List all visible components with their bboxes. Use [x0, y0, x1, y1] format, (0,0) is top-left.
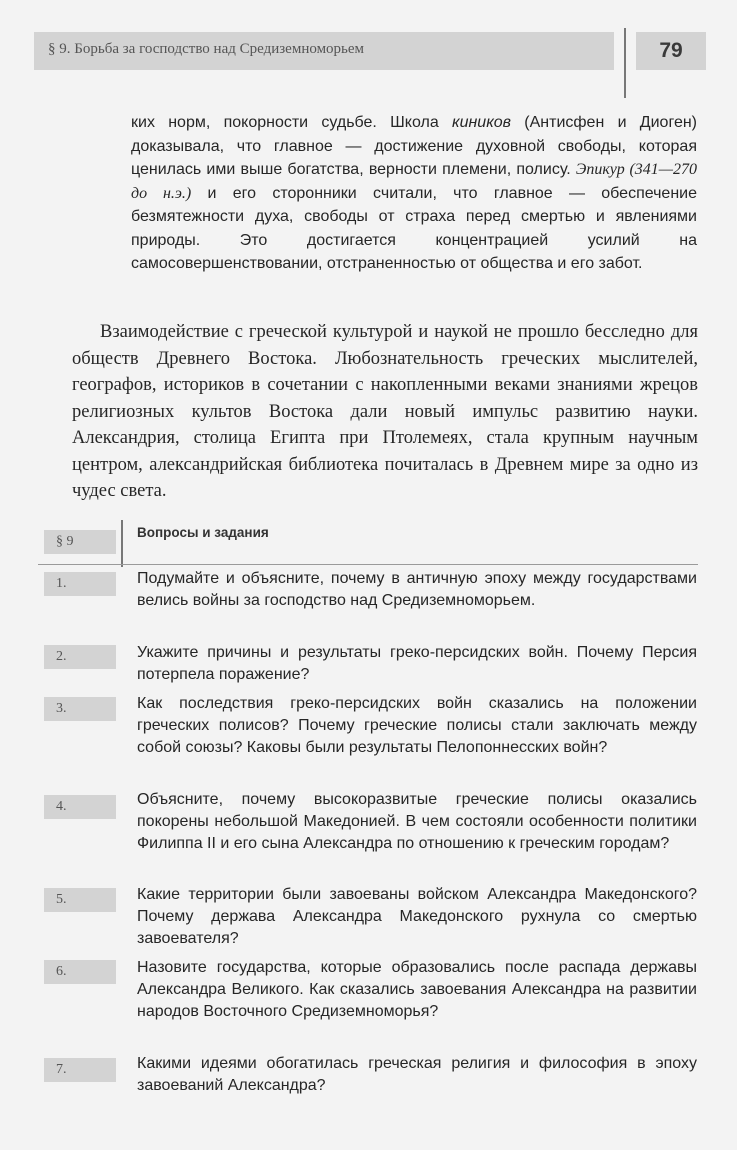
questions-rule: [38, 564, 698, 565]
epicurus-term: Эпикур (341—270 до н.э.): [131, 161, 697, 202]
question-number: 3.: [44, 697, 116, 721]
header-divider: [624, 28, 626, 98]
paragraph-text: и его сторонники считали, что главное — обеспечение безмятежности духа, свободы от страха перед смертью и явлениями природы. Это достигается концентрацией усилий на самосовершенствовании, отстраненностью от общества и его забот.: [131, 184, 697, 272]
question-text: Как последствия греко-персидских войн сказались на положении греческих полисов? Почему греческие полисы стали заключать между собой союзы? Каковы были результаты Пелопоннесских войн?: [137, 695, 697, 756]
question-number: 7.: [44, 1058, 116, 1082]
questions-title: Вопросы и задания: [137, 525, 269, 540]
question-number: 4.: [44, 795, 116, 819]
question-text: Укажите причины и результаты греко-персидских войн. Почему Персия потерпела поражение?: [137, 644, 697, 683]
question-number: 5.: [44, 888, 116, 912]
running-header-title: § 9. Борьба за господство над Средиземноморьем: [48, 41, 365, 57]
paragraph-text: (Антисфен и Диоген) доказывала, что главное — достижение духовной свободы, которая ценилась ими выше богатства, верности племени, полису.: [131, 114, 698, 178]
paragraph-text: ких норм, покорности судьбе. Школа: [131, 114, 453, 131]
cynics-term: киников: [452, 114, 512, 131]
question-text: Назовите государства, которые образовались после распада державы Александра Великого. Как сказались завоевания Александра на развитии народов Восточного Средиземноморья?: [137, 959, 697, 1020]
questions-divider: [121, 520, 123, 567]
question-text: Какие территории были завоеваны войском Александра Македонского? Почему держава Александра Македонского рухнула со смертью завоевателя?: [137, 886, 697, 947]
question-number: 1.: [44, 572, 116, 596]
page-number-box: [636, 32, 706, 70]
question-number: 2.: [44, 645, 116, 669]
question-text: Какими идеями обогатилась греческая религия и философия в эпоху завоеваний Александра?: [137, 1055, 697, 1094]
body-paragraph: Взаимодействие с греческой культурой и наукой не прошло бесследно для обществ Древнего Востока. Любознательность греческих мыслителей, географов, историков в сочетании с накопленными веками знаниями жрецов религиозных культов Востока дали новый импульс развитию науки. Александрия, столица Египта при Птолемеях, стала крупным научным центром, александрийская библиотека почиталась в Древнем мире за одно из чудес света.: [72, 322, 698, 501]
question-text: Подумайте и объясните, почему в античную эпоху между государствами велись войны за господство над Средиземноморьем.: [137, 570, 697, 609]
questions-section-label: § 9: [44, 530, 116, 554]
philosophy-paragraph: [131, 111, 697, 276]
page-number: 79: [659, 39, 683, 62]
question-text: Объясните, почему высокоразвитые греческие полисы оказались покорены небольшой Македонией. В чем состояли особенности политики Филиппа II и его сына Александра по отношению к греческим городам?: [137, 791, 697, 852]
question-number: 6.: [44, 960, 116, 984]
